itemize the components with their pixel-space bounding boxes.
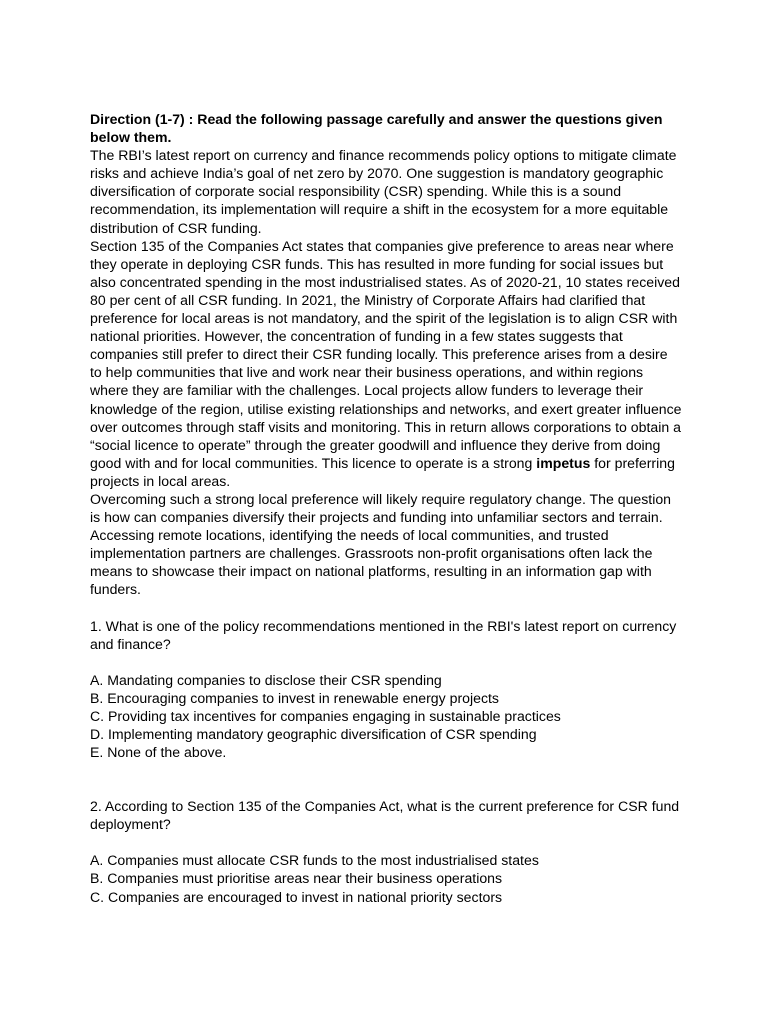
question-1-option-b: B. Encouraging companies to invest in renewable energy projects bbox=[90, 689, 499, 706]
spacer bbox=[90, 653, 682, 671]
question-2-option-a: A. Companies must allocate CSR funds to the most industrialised states bbox=[90, 852, 539, 869]
passage-paragraph-2 bbox=[90, 237, 682, 490]
passage-paragraph-3: Overcoming such a strong local preference will likely require regulatory change. The question is how can companies diversify their projects and funding into unfamiliar sectors and terrain. Accessing remote locations, identifying the needs of local communities, and trusted implementation partners are challenges. Grassroots non-profit organisations often lack the means to showcase their impact on national platforms, resulting in an information gap with funders. bbox=[90, 490, 672, 598]
spacer bbox=[90, 761, 682, 797]
question-1: 1. What is one of the policy recommendations mentioned in the RBI's latest report on currency and finance? bbox=[90, 617, 677, 652]
question-2-options bbox=[90, 851, 682, 905]
document-page bbox=[90, 110, 682, 906]
question-1-options bbox=[90, 671, 682, 761]
passage-paragraph-1: The RBI’s latest report on currency and finance recommends policy options to mitigate climate risks and achieve India’s goal of net zero by 2070. One suggestion is mandatory geographic diversification of corporate social responsibility (CSR) spending. While this is a sound recommendation, its implementation will require a shift in the ecosystem for a more equitable distribution of CSR funding. bbox=[90, 147, 677, 236]
passage-paragraph-2-end: for preferring projects in local areas. bbox=[90, 454, 675, 489]
question-2: 2. According to Section 135 of the Companies Act, what is the current preference for CSR fund deployment? bbox=[90, 798, 680, 833]
passage-paragraph-2-text: Section 135 of the Companies Act states that companies give preference to areas near where they operate in deploying CSR funds. This has resulted in more funding for social issues but also concentrated spending in the most industrialised states. As of 2020-21, 10 states received 80 per cent of all CSR funding. In 2021, the Ministry of Corporate Affairs had clarified that preference for local areas is not mandatory, and the spirit of the legislation is to align CSR with national priorities. However, the concentration of funding in a few states suggests that companies still prefer to direct their CSR funding locally. This preference arises from a desire to help communities that live and work near their business operations, and within regions where they are familiar with the challenges. Local projects allow funders to leverage their knowledge of the region, utilise existing relationships and networks, and exert greater influence over outcomes through staff visits and monitoring. This in return allows corporations to obtain a “social licence to operate” through the greater goodwill and influence they derive from doing good with and for local communities. This licence to operate is a strong bbox=[90, 237, 682, 471]
question-1-option-c: C. Providing tax incentives for companies engaging in sustainable practices bbox=[90, 707, 561, 724]
impetus-word: impetus bbox=[536, 454, 591, 471]
spacer bbox=[90, 833, 682, 851]
question-1-option-e: E. None of the above. bbox=[90, 744, 227, 761]
question-1-option-d: D. Implementing mandatory geographic diversification of CSR spending bbox=[90, 726, 537, 742]
question-1-option-a: A. Mandating companies to disclose their CSR spending bbox=[90, 671, 442, 688]
question-2-option-b: B. Companies must prioritise areas near their business operations bbox=[90, 870, 503, 887]
spacer bbox=[90, 599, 682, 617]
direction-heading: Direction (1-7) : Read the following passage carefully and answer the questions given below them. bbox=[90, 111, 663, 146]
question-2-option-c: C. Companies are encouraged to invest in national priority sectors bbox=[90, 888, 503, 905]
